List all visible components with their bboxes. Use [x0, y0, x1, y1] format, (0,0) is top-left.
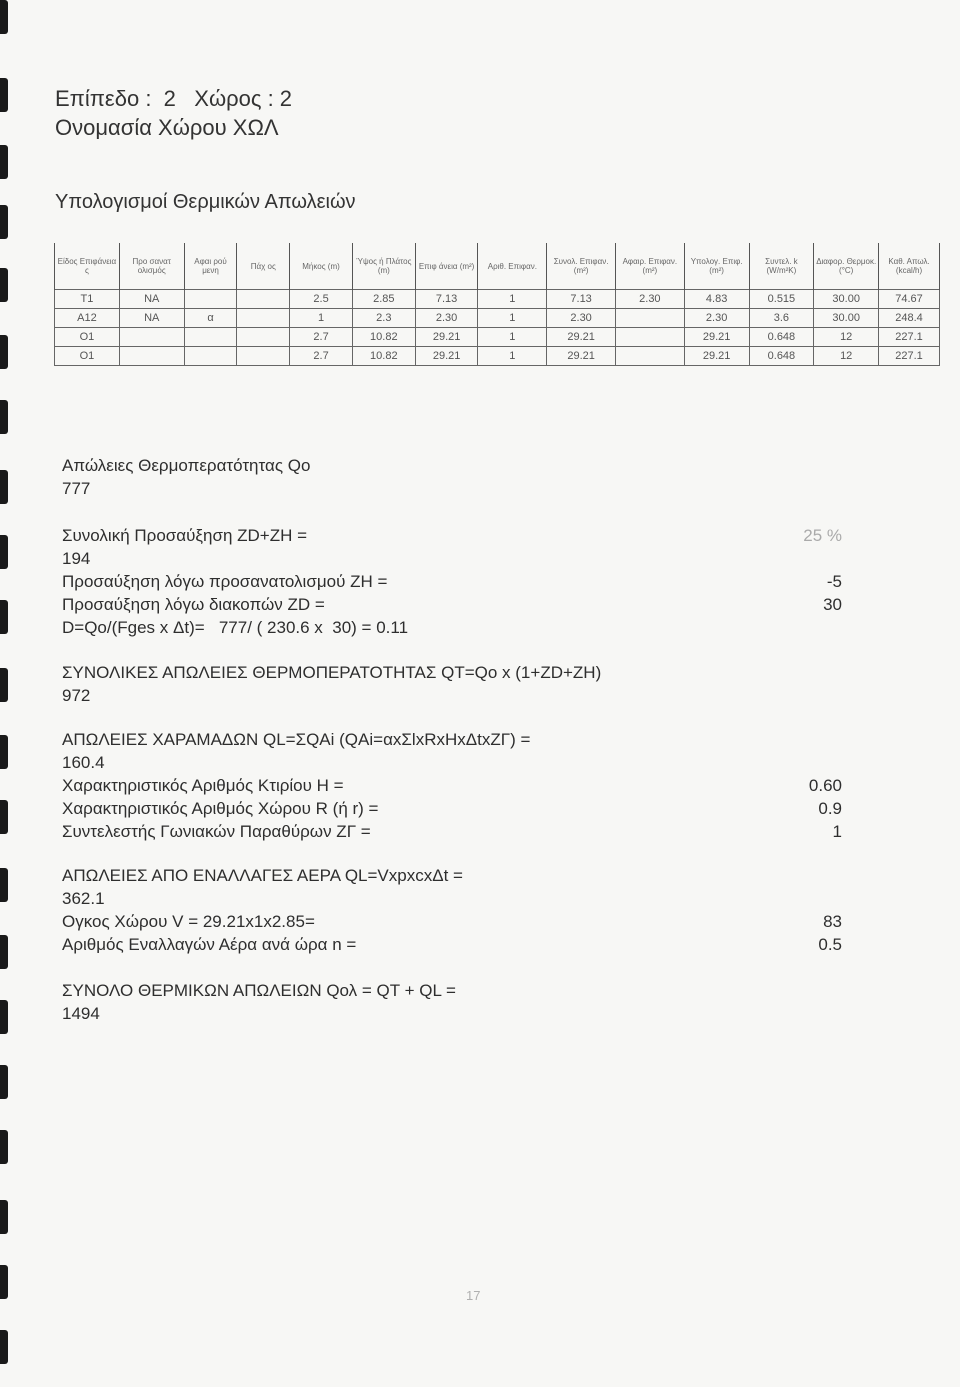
table-cell: 29.21: [547, 328, 616, 347]
table-cell: 1: [478, 347, 547, 366]
table-cell: [119, 347, 184, 366]
binder-hole: [0, 535, 8, 569]
table-cell: O1: [55, 328, 120, 347]
binder-hole: [0, 1065, 8, 1099]
binder-hole: [0, 1330, 8, 1364]
qo-value: 777: [62, 479, 91, 498]
binder-hole: [0, 78, 8, 112]
table-cell: 1: [478, 328, 547, 347]
table-cell: 0.648: [749, 347, 814, 366]
table-cell: [184, 347, 237, 366]
binder-hole: [0, 268, 8, 302]
r-value: 0.9: [818, 799, 842, 818]
binder-hole: [0, 600, 8, 634]
binder-hole: [0, 0, 8, 34]
qv-label: ΑΠΩΛΕΙΕΣ ΑΠΟ ΕΝΑΛΛΑΓΕΣ ΑΕΡΑ QL=VxpxcxΔt =: [62, 866, 463, 885]
column-header: Συντελ. k (W/m²K): [749, 243, 814, 290]
binder-hole: [0, 1000, 8, 1034]
zh-value: -5: [826, 572, 842, 591]
table-row: [55, 328, 940, 347]
table-cell: 12: [814, 347, 879, 366]
binder-hole: [0, 205, 8, 239]
total-value: 1494: [62, 1004, 100, 1023]
room-name: Ονομασία Χώρου ΧΩΛ: [55, 115, 279, 140]
column-header: Αφαιρ. Επιφαν. (m²): [615, 243, 684, 290]
level-label: Επίπεδο :: [55, 86, 152, 111]
table-row: [55, 309, 940, 328]
calc-block-qt: [62, 661, 842, 707]
table-cell: NA: [119, 309, 184, 328]
binder-hole: [0, 735, 8, 769]
column-header: Μήκος (m): [290, 243, 353, 290]
table-cell: 29.21: [547, 347, 616, 366]
binder-hole: [0, 1265, 8, 1299]
table-cell: 12: [814, 328, 879, 347]
binder-holes: [0, 0, 14, 1387]
table-cell: [615, 347, 684, 366]
table-cell: [237, 290, 290, 309]
table-cell: 1: [478, 290, 547, 309]
section-title: Υπολογισμοί Θερμικών Απωλειών: [55, 191, 356, 213]
table-cell: T1: [55, 290, 120, 309]
table-cell: 2.85: [352, 290, 415, 309]
r-label: Χαρακτηριστικός Αριθμός Χώρου R (ή r) =: [62, 799, 379, 818]
n-label: Αριθμός Εναλλαγών Αέρα ανά ώρα n =: [62, 935, 357, 954]
column-header: Αφαι ρού μενη: [184, 243, 237, 290]
table-cell: 10.82: [352, 328, 415, 347]
table-cell: 7.13: [415, 290, 478, 309]
table-cell: 2.7: [290, 328, 353, 347]
qo-label: Απώλειες Θερμοπερατότητας Qo: [62, 456, 311, 475]
table-cell: 10.82: [352, 347, 415, 366]
table-row: [55, 347, 940, 366]
zg-value: 1: [832, 822, 842, 841]
r-line: [62, 797, 842, 820]
column-header: Υπολογ. Επιφ. (m²): [684, 243, 749, 290]
table-cell: 2.5: [290, 290, 353, 309]
binder-hole: [0, 335, 8, 369]
calc-block-qo: [62, 454, 842, 500]
table-cell: 248.4: [879, 309, 940, 328]
page-number: 17: [466, 1288, 481, 1303]
table-cell: 2.7: [290, 347, 353, 366]
total-increase-label: Συνολική Προσαύξηση ZD+ZH =: [62, 526, 308, 545]
zg-label: Συντελεστής Γωνιακών Παραθύρων ZΓ =: [62, 822, 371, 841]
column-header: Προ σανατ ολισμός: [119, 243, 184, 290]
binder-hole: [0, 935, 8, 969]
calc-block-total: [62, 979, 842, 1025]
zd-line: [62, 593, 842, 616]
table-cell: O1: [55, 347, 120, 366]
table-cell: 2.30: [415, 309, 478, 328]
h-value: 0.60: [808, 776, 842, 795]
table-cell: [184, 290, 237, 309]
table-cell: NA: [119, 290, 184, 309]
zd-label: Προσαύξηση λόγω διακοπών ZD =: [62, 595, 325, 614]
calc-block-qv: [62, 864, 842, 956]
table-row: [55, 290, 940, 309]
binder-hole: [0, 868, 8, 902]
column-header: Συνολ. Επιφαν. (m²): [547, 243, 616, 290]
zh-label: Προσαύξηση λόγω προσανατολισμού ZH =: [62, 572, 388, 591]
table-cell: 29.21: [415, 328, 478, 347]
page-header: [55, 84, 292, 142]
table-cell: [615, 309, 684, 328]
h-line: [62, 774, 842, 797]
table-cell: 29.21: [415, 347, 478, 366]
table-cell: 2.30: [615, 290, 684, 309]
table-body: [55, 290, 940, 366]
table-cell: 7.13: [547, 290, 616, 309]
binder-hole: [0, 800, 8, 834]
v-line: [62, 910, 842, 933]
table-cell: 29.21: [684, 347, 749, 366]
column-header: Επιφ άνεια (m²): [415, 243, 478, 290]
zh-line: [62, 570, 842, 593]
table-cell: 30.00: [814, 309, 879, 328]
zd-value: 30: [823, 595, 842, 614]
column-header: Πάχ ος: [237, 243, 290, 290]
table-header-row: [55, 243, 940, 290]
qt-label: ΣΥΝΟΛΙΚΕΣ ΑΠΩΛΕΙΕΣ ΘΕΡΜΟΠΕΡΑΤΟΤΗΤΑΣ QT=Qo x (1+ZD+ZH): [62, 663, 602, 682]
column-header: Καθ. Απωλ. (kcal/h): [879, 243, 940, 290]
v-value: 83: [823, 912, 842, 931]
table-cell: [237, 309, 290, 328]
table-cell: 4.83: [684, 290, 749, 309]
column-header: Είδος Επιφάνεια ς: [55, 243, 120, 290]
table-cell: 29.21: [684, 328, 749, 347]
room-label: Χώρος : 2: [194, 86, 293, 111]
table-cell: [184, 328, 237, 347]
calc-block-ql: [62, 728, 842, 843]
calc-block-increase: [62, 524, 842, 639]
total-increase-pct: 25 %: [803, 526, 842, 545]
n-value: 0.5: [818, 935, 842, 954]
d-formula: D=Qo/(Fges x Δt)= 777/ ( 230.6 x 30) = 0.11: [62, 618, 409, 637]
table-cell: α: [184, 309, 237, 328]
table-cell: 2.3: [352, 309, 415, 328]
level-value: 2: [163, 86, 176, 111]
table-cell: 3.6: [749, 309, 814, 328]
table-cell: 1: [478, 309, 547, 328]
table-cell: 227.1: [879, 347, 940, 366]
table-cell: [237, 347, 290, 366]
table-cell: A12: [55, 309, 120, 328]
table-cell: 2.30: [684, 309, 749, 328]
table-cell: 0.515: [749, 290, 814, 309]
ql-value: 160.4: [62, 753, 105, 772]
heat-loss-table: [54, 243, 940, 366]
h-label: Χαρακτηριστικός Αριθμός Κτιρίου H =: [62, 776, 344, 795]
v-label: Ογκος Χώρου V = 29.21x1x2.85=: [62, 912, 315, 931]
zg-line: [62, 820, 842, 843]
binder-hole: [0, 145, 8, 179]
binder-hole: [0, 1200, 8, 1234]
total-increase-line: [62, 524, 842, 547]
qt-value: 972: [62, 686, 91, 705]
table-cell: 30.00: [814, 290, 879, 309]
table-cell: 2.30: [547, 309, 616, 328]
table-cell: [119, 328, 184, 347]
binder-hole: [0, 470, 8, 504]
ql-label: ΑΠΩΛΕΙΕΣ ΧΑΡΑΜΑΔΩΝ QL=ΣQAi (QAi=αxΣlxRxHxΔtxZΓ) =: [62, 730, 531, 749]
level-room-line: [55, 84, 292, 113]
total-label: ΣΥΝΟΛΟ ΘΕΡΜΙΚΩΝ ΑΠΩΛΕΙΩΝ Qολ = QT + QL =: [62, 981, 456, 1000]
qv-value: 362.1: [62, 889, 105, 908]
column-header: Ύψος ή Πλάτος (m): [352, 243, 415, 290]
table-cell: 227.1: [879, 328, 940, 347]
table-cell: [237, 328, 290, 347]
column-header: Διαφορ. Θερμοκ. (°C): [814, 243, 879, 290]
column-header: Αριθ. Επιφαν.: [478, 243, 547, 290]
table-cell: 74.67: [879, 290, 940, 309]
binder-hole: [0, 400, 8, 434]
binder-hole: [0, 1130, 8, 1164]
n-line: [62, 933, 842, 956]
total-increase-value: 194: [62, 549, 91, 568]
binder-hole: [0, 668, 8, 702]
table-cell: 0.648: [749, 328, 814, 347]
table-cell: 1: [290, 309, 353, 328]
table-cell: [615, 328, 684, 347]
